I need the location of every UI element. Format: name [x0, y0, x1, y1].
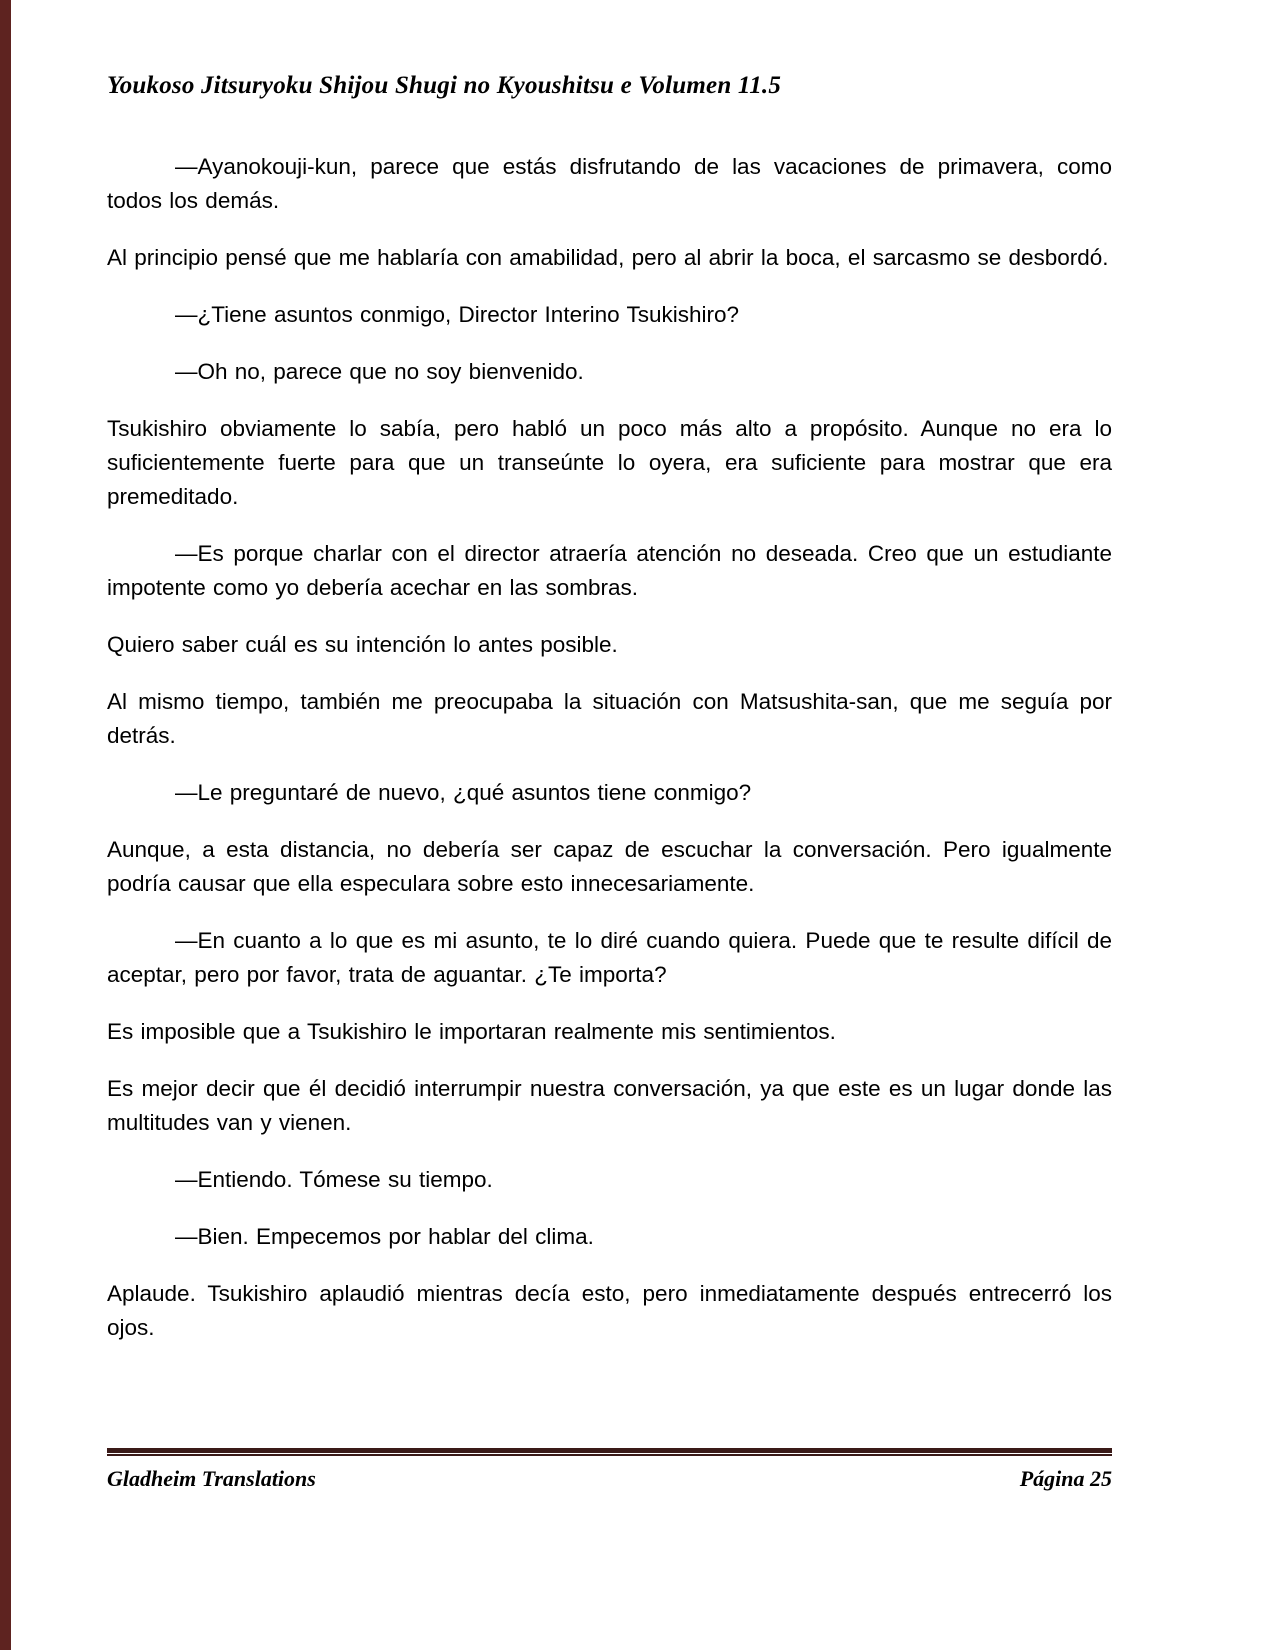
document-footer — [107, 1448, 1112, 1492]
footer-page-number: Página 25 — [1019, 1466, 1112, 1491]
footer-translator-credit: Gladheim Translations — [107, 1466, 316, 1491]
paragraph: Es imposible que a Tsukishiro le importaran realmente mis sentimientos. — [107, 1019, 836, 1044]
document-header-title: Youkoso Jitsuryoku Shijou Shugi no Kyoushitsu e Volumen 11.5 — [107, 72, 782, 99]
paragraph: Al mismo tiempo, también me preocupaba la situación con Matsushita-san, que me seguía por detrás. — [107, 689, 1112, 748]
paragraph: Aunque, a esta distancia, no debería ser capaz de escuchar la conversación. Pero igualmente podría causar que ella especulara sobre esto innecesariamente. — [107, 837, 1112, 896]
footer-divider-rule — [107, 1448, 1112, 1456]
page-body — [107, 100, 1112, 1345]
paragraph: Es mejor decir que él decidió interrumpir nuestra conversación, ya que este es un lugar donde las multitudes van y vienen. — [107, 1076, 1112, 1135]
paragraph: Al principio pensé que me hablaría con amabilidad, pero al abrir la boca, el sarcasmo se desbordó. — [107, 245, 1109, 270]
paragraph: —Le preguntaré de nuevo, ¿qué asuntos tiene conmigo? — [175, 780, 752, 805]
paragraph: —Ayanokouji-kun, parece que estás disfrutando de las vacaciones de primavera, como todos los demás. — [107, 154, 1112, 213]
paragraph: Tsukishiro obviamente lo sabía, pero habló un poco más alto a propósito. Aunque no era lo suficientemente fuerte para que un transeúnte lo oyera, era suficiente para mostrar que era premeditado. — [107, 416, 1112, 509]
paragraph: —Bien. Empecemos por hablar del clima. — [175, 1224, 594, 1249]
paragraph: —Oh no, parece que no soy bienvenido. — [175, 359, 584, 384]
paragraph: —¿Tiene asuntos conmigo, Director Interino Tsukishiro? — [175, 302, 739, 327]
paragraph: —Es porque charlar con el director atraería atención no deseada. Creo que un estudiante impotente como yo debería acechar en las sombras. — [107, 541, 1112, 600]
paragraph: —En cuanto a lo que es mi asunto, te lo diré cuando quiera. Puede que te resulte difícil de aceptar, pero por favor, trata de aguantar. ¿Te importa? — [107, 928, 1112, 987]
paragraph: Aplaude. Tsukishiro aplaudió mientras decía esto, pero inmediatamente después entrecerró los ojos. — [107, 1281, 1112, 1340]
paragraph: Quiero saber cuál es su intención lo antes posible. — [107, 632, 618, 657]
paragraph: —Entiendo. Tómese su tiempo. — [175, 1167, 493, 1192]
